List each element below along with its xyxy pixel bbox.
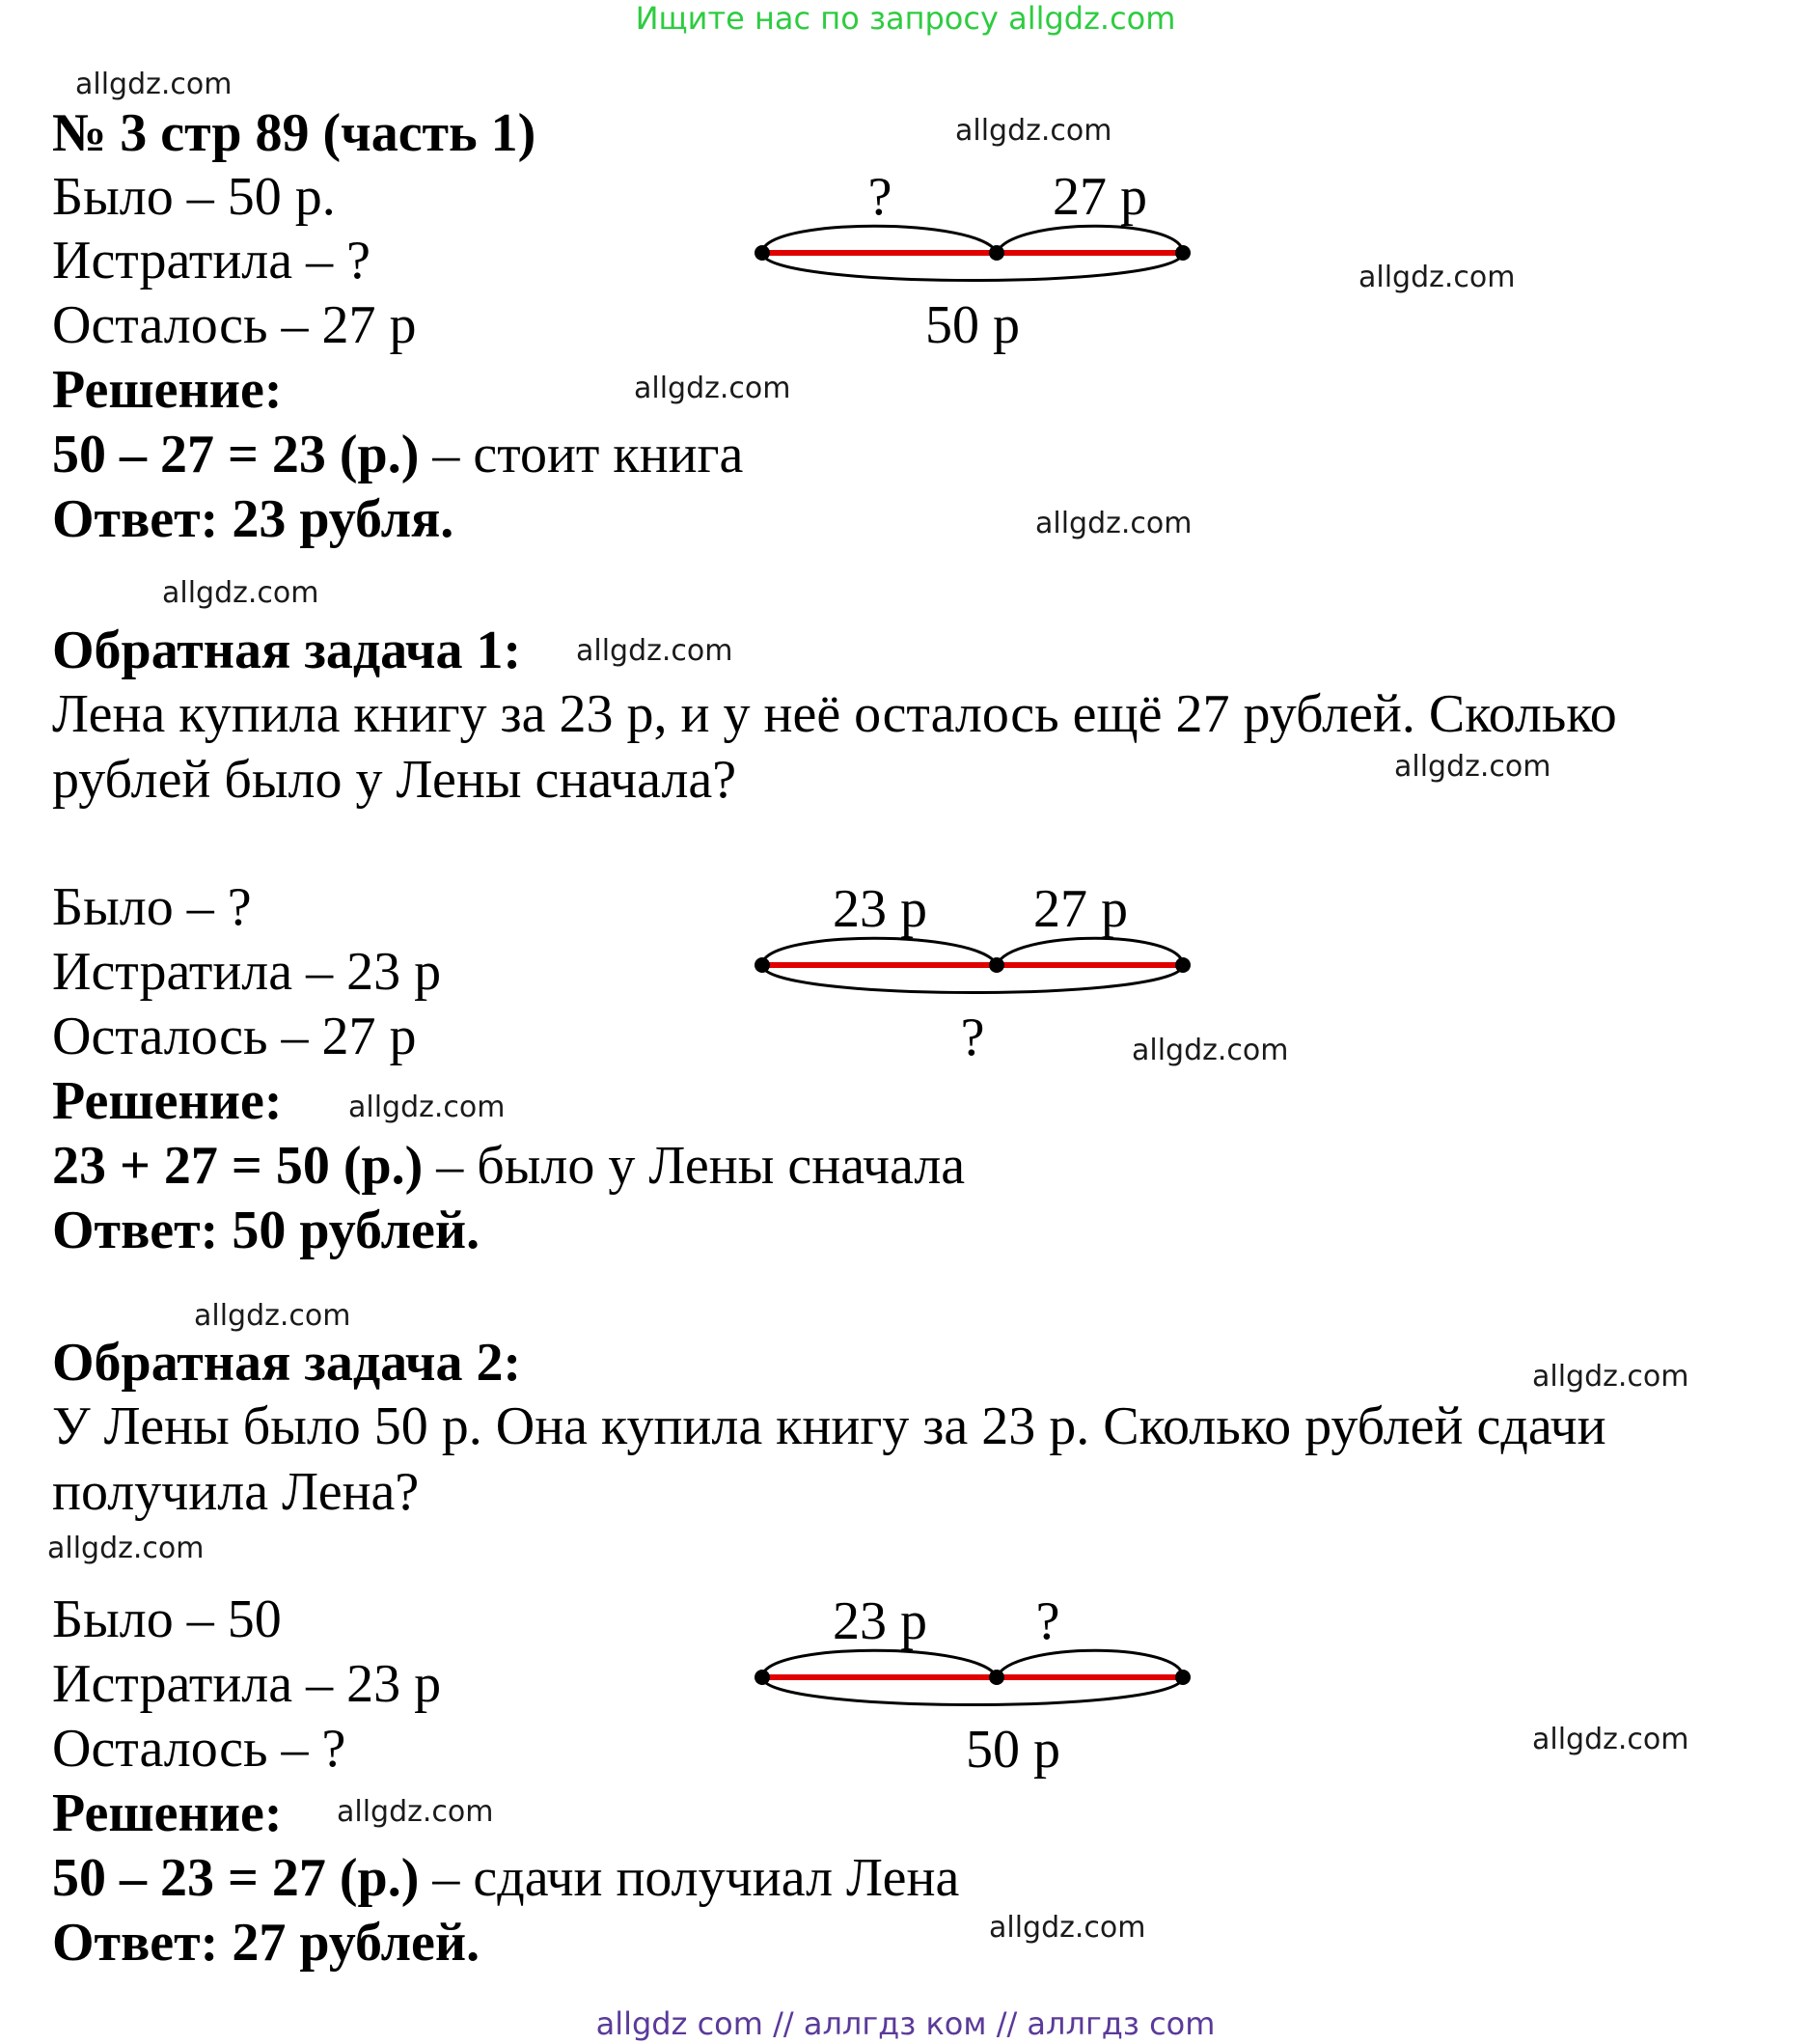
diagram-label-bottom: 50 р — [966, 1720, 1060, 1780]
task2-text: Лена купила книгу за 23 р, и у неё осталось ещё 27 рублей. Сколько рублей было у Лены сначала? — [52, 684, 1617, 810]
task1-was: Было – 50 р. — [52, 167, 336, 227]
task3-spent: Истратила – 23 р — [52, 1654, 442, 1714]
task2-segment-diagram — [743, 876, 1206, 1079]
task3-segment-diagram — [743, 1588, 1206, 1791]
point — [1175, 245, 1191, 261]
page-title: № 3 стр 89 (часть 1) — [52, 103, 536, 163]
diagram-label-bottom: ? — [960, 1008, 985, 1067]
top-banner: Ищите нас по запросу allgdz.com — [635, 0, 1176, 37]
task1-solution-label: Решение: — [52, 360, 283, 420]
task1-expr: 50 – 27 = 23 (р.) — [52, 425, 420, 484]
task2-solution-label: Решение: — [52, 1071, 283, 1131]
task3-text: У Лены было 50 р. Она купила книгу за 23 р. Сколько рублей сдачи получила Лена? — [52, 1396, 1606, 1522]
task2-expr-note: – было у Лены сначала — [423, 1136, 966, 1196]
arc-bottom — [762, 253, 1183, 281]
diagram-label-bottom: 50 р — [925, 295, 1020, 355]
task1-segment-diagram — [743, 164, 1206, 367]
task3-equation — [52, 1845, 959, 1911]
watermark: allgdz.com — [576, 634, 733, 668]
point — [989, 957, 1004, 973]
diagram-label-right-top: ? — [1035, 1591, 1060, 1651]
arc-top-right — [997, 938, 1183, 965]
arc-bottom — [762, 965, 1183, 993]
diagram-label-right-top: 27 р — [1033, 879, 1128, 939]
arc-top-left — [762, 1650, 997, 1677]
task3-expr: 50 – 23 = 27 (р.) — [52, 1848, 420, 1908]
diagram-label-left-top: 23 р — [833, 1591, 927, 1651]
watermark: allgdz.com — [955, 114, 1112, 148]
arc-top-right — [997, 226, 1183, 253]
task2-equation — [52, 1133, 965, 1199]
point — [755, 1670, 770, 1685]
task3-was: Было – 50 — [52, 1589, 282, 1649]
task1-left: Осталось – 27 р — [52, 295, 417, 355]
task1-expr-note: – стоит книга — [419, 425, 744, 484]
bottom-banner[interactable]: allgdz com // аллгдз ком // аллгдз com — [595, 2005, 1216, 2042]
watermark: allgdz.com — [348, 1091, 506, 1124]
watermark: allgdz.com — [634, 372, 791, 405]
watermark: allgdz.com — [1035, 507, 1193, 540]
point — [989, 1670, 1004, 1685]
watermark: allgdz.com — [1132, 1034, 1289, 1067]
diagram-label-left-top: ? — [867, 167, 892, 227]
point — [1175, 957, 1191, 973]
watermark: allgdz.com — [194, 1299, 351, 1333]
watermark: allgdz.com — [1394, 750, 1551, 784]
point — [1175, 1670, 1191, 1685]
task3-answer: Ответ: 27 рублей. — [52, 1913, 480, 1973]
watermark: allgdz.com — [162, 576, 319, 610]
task2-heading: Обратная задача 1: — [52, 621, 522, 680]
task3-heading: Обратная задача 2: — [52, 1333, 522, 1393]
task1-answer: Ответ: 23 рубля. — [52, 489, 454, 549]
point — [755, 957, 770, 973]
task2-left: Осталось – 27 р — [52, 1007, 417, 1066]
point — [989, 245, 1004, 261]
point — [755, 245, 770, 261]
diagram-label-left-top: 23 р — [833, 879, 927, 939]
arc-top-left — [762, 226, 997, 253]
watermark: allgdz.com — [337, 1795, 494, 1829]
watermark: allgdz.com — [1532, 1360, 1689, 1394]
task1-equation — [52, 422, 743, 487]
task3-solution-label: Решение: — [52, 1783, 283, 1843]
arc-top-left — [762, 938, 997, 965]
task3-expr-note: – сдачи получиал Лена — [419, 1848, 960, 1908]
arc-top-right — [997, 1650, 1183, 1677]
task2-answer: Ответ: 50 рублей. — [52, 1201, 480, 1260]
watermark: allgdz.com — [1532, 1723, 1689, 1756]
task3-left: Осталось – ? — [52, 1719, 346, 1779]
watermark: allgdz.com — [75, 68, 233, 101]
arc-bottom — [762, 1677, 1183, 1705]
task2-spent: Истратила – 23 р — [52, 942, 442, 1002]
diagram-label-right-top: 27 р — [1053, 167, 1147, 227]
watermark: allgdz.com — [1358, 261, 1516, 294]
watermark: allgdz.com — [989, 1911, 1146, 1945]
task1-spent: Истратила – ? — [52, 231, 370, 290]
task2-was: Было – ? — [52, 877, 252, 937]
watermark: allgdz.com — [47, 1532, 205, 1565]
task2-expr: 23 + 27 = 50 (р.) — [52, 1136, 424, 1196]
